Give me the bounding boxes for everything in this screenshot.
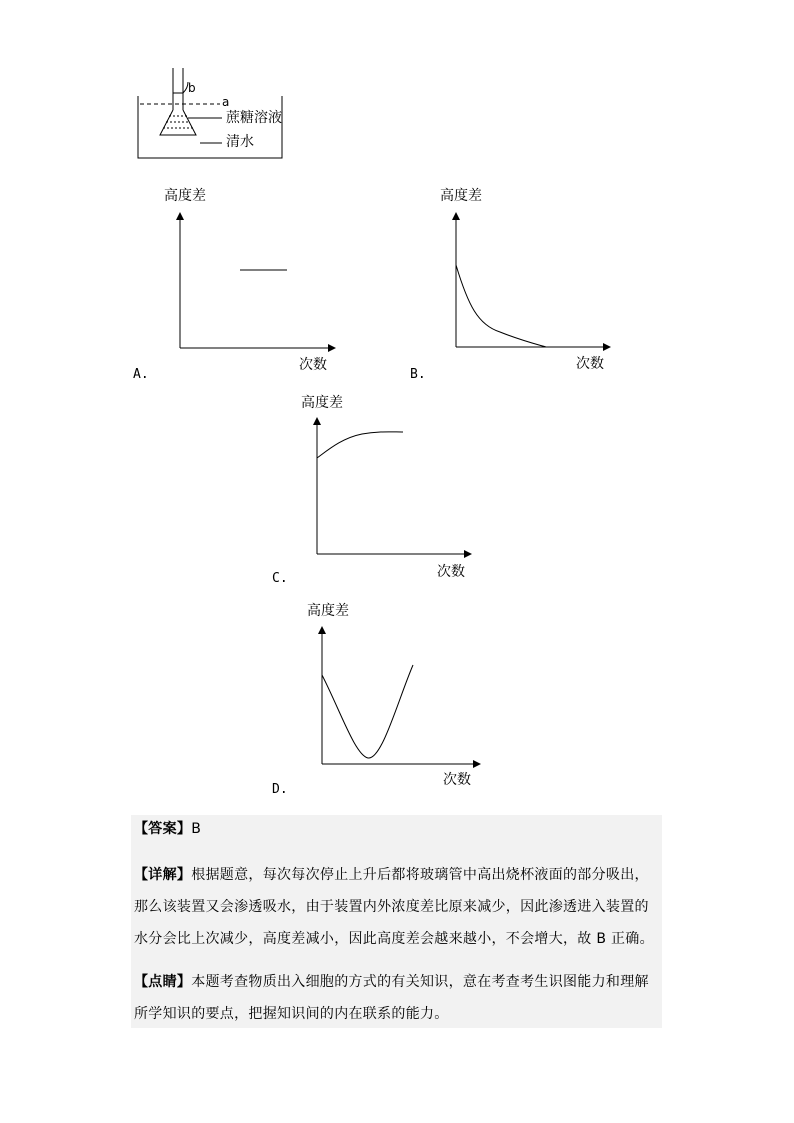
graph-b-curve — [456, 265, 546, 347]
label-b: b — [188, 81, 196, 95]
option-b-label: B. — [410, 367, 426, 382]
comment-text: 本题考查物质出入细胞的方式的有关知识，意在考查考生识图能力和理解所学知识的要点，把握知识间的内在联系的能力。 — [134, 974, 649, 1022]
detail-text: 根据题意，每次每次停止上升后都将玻璃管中高出烧杯液面的部分吸出，那么该装置又会渗透吸水，由于装置内外浓度差比原来减少，因此渗透进入装置的水分会比上次减少，高度差减小，因此高度差会越来越小，不会增大，故 B 正确。 — [134, 867, 654, 947]
graph-b-ylabel: 高度差 — [440, 188, 482, 204]
graph-b — [456, 213, 610, 347]
graph-a-xlabel: 次数 — [299, 357, 327, 373]
graph-c-curve — [317, 432, 403, 458]
answer-tag: 【答案】 — [134, 821, 192, 837]
comment-paragraph — [134, 966, 662, 1030]
comment-tag: 【点睛】 — [134, 974, 192, 990]
graph-c-xlabel: 次数 — [437, 564, 465, 580]
graph-d-ylabel: 高度差 — [307, 603, 349, 619]
option-c-label: C. — [272, 571, 288, 586]
graph-d-xlabel: 次数 — [443, 772, 471, 788]
option-a-label: A. — [133, 367, 149, 382]
graph-c — [317, 418, 471, 554]
graph-b-xlabel: 次数 — [576, 356, 604, 372]
option-d-label: D. — [272, 782, 288, 797]
detail-tag: 【详解】 — [134, 867, 192, 883]
graph-d — [322, 627, 480, 764]
label-a: a — [222, 95, 230, 109]
label-sucrose-solution: 蔗糖溶液 — [226, 110, 282, 126]
detail-paragraph — [134, 859, 662, 955]
graph-a — [180, 213, 335, 348]
graph-a-ylabel: 高度差 — [164, 188, 206, 204]
answer-line — [134, 813, 662, 845]
label-water: 清水 — [226, 134, 254, 150]
graph-c-ylabel: 高度差 — [301, 395, 343, 411]
graph-d-curve — [322, 665, 413, 758]
answer-value: B — [191, 821, 202, 837]
